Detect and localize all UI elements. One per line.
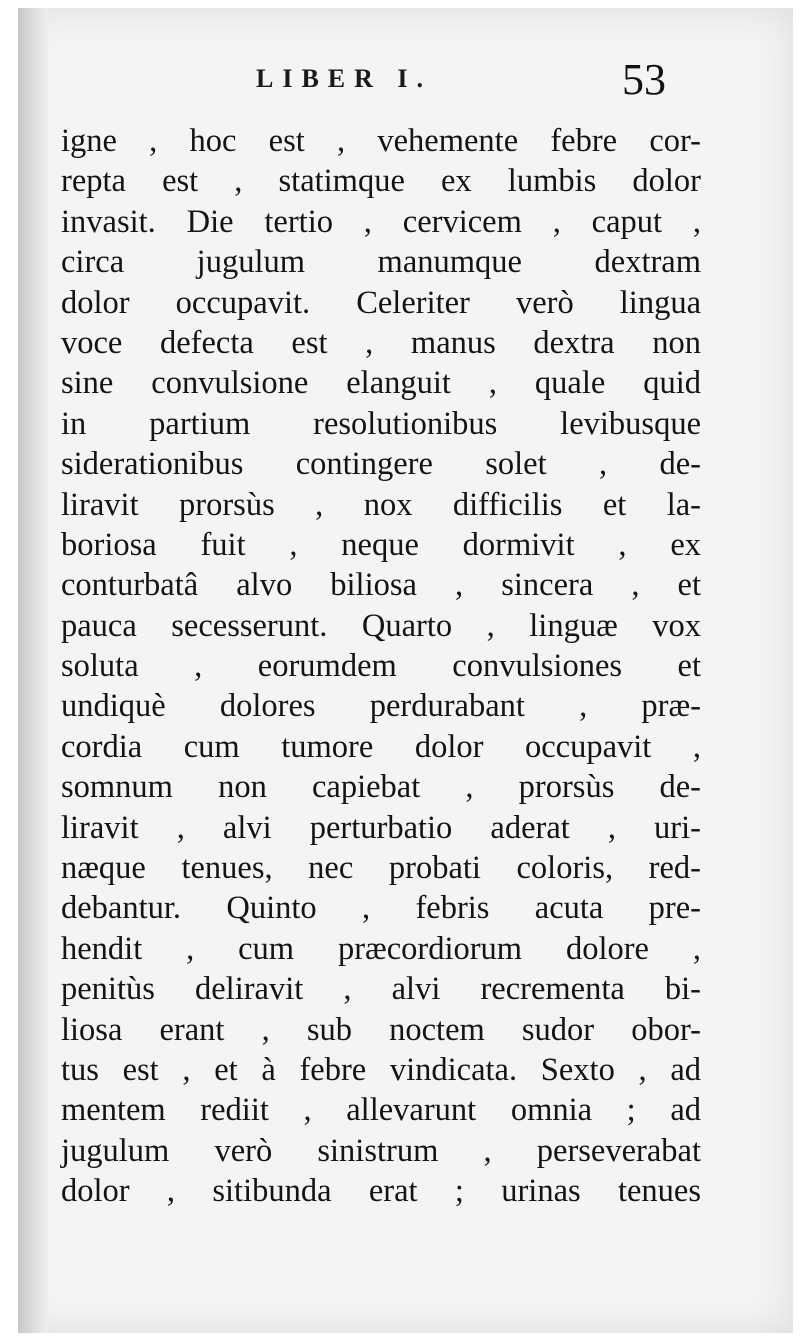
text-line: cordia cum tumore dolor occupavit , (61, 728, 701, 765)
text-line: somnum non capiebat , prorsùs de- (61, 769, 701, 806)
text-line: liosa erant , sub noctem sudor obor- (61, 1011, 701, 1048)
body-text (61, 121, 701, 1212)
page-header (18, 54, 793, 104)
text-line: næque tenues, nec probati coloris, red- (61, 850, 701, 887)
text-line: undiquè dolores perdurabant , præ- (61, 688, 701, 725)
text-line: circa jugulum manumque dextram (61, 244, 701, 281)
text-line: dolor occupavit. Celeriter verò lingua (61, 284, 701, 321)
text-line: liravit prorsùs , nox difficilis et la- (61, 486, 701, 523)
book-page (18, 8, 793, 1333)
text-line: penitùs deliravit , alvi recrementa bi- (61, 971, 701, 1008)
text-line: soluta , eorumdem convulsiones et (61, 648, 701, 685)
text-line: tus est , et à febre vindicata. Sexto , ad (61, 1051, 701, 1088)
text-line: in partium resolutionibus levibusque (61, 405, 701, 442)
text-line: repta est , statimque ex lumbis dolor (61, 163, 701, 200)
text-line: pauca secesserunt. Quarto , linguæ vox (61, 607, 701, 644)
page-gutter-shadow (18, 8, 48, 1333)
page-number: 53 (622, 55, 666, 104)
text-line: sine convulsione elanguit , quale quid (61, 365, 701, 402)
text-line: voce defecta est , manus dextra non (61, 324, 701, 361)
text-line: conturbatâ alvo biliosa , sincera , et (61, 567, 701, 604)
text-line: boriosa fuit , neque dormivit , ex (61, 526, 701, 563)
text-line: igne , hoc est , vehemente febre cor- (61, 123, 701, 159)
text-line: siderationibus contingere solet , de- (61, 446, 701, 483)
text-line: invasit. Die tertio , cervicem , caput , (61, 203, 701, 240)
text-line: jugulum verò sinistrum , perseverabat (61, 1132, 701, 1169)
text-line: hendit , cum præcordiorum dolore , (61, 930, 701, 967)
text-line: mentem rediit , allevarunt omnia ; ad (61, 1092, 701, 1129)
text-line: liravit , alvi perturbatio aderat , uri- (61, 809, 701, 846)
text-line: debantur. Quinto , febris acuta pre- (61, 890, 701, 927)
running-head: LIBER I. (256, 64, 433, 93)
text-line: dolor , sitibunda erat ; urinas tenues (61, 1173, 701, 1210)
